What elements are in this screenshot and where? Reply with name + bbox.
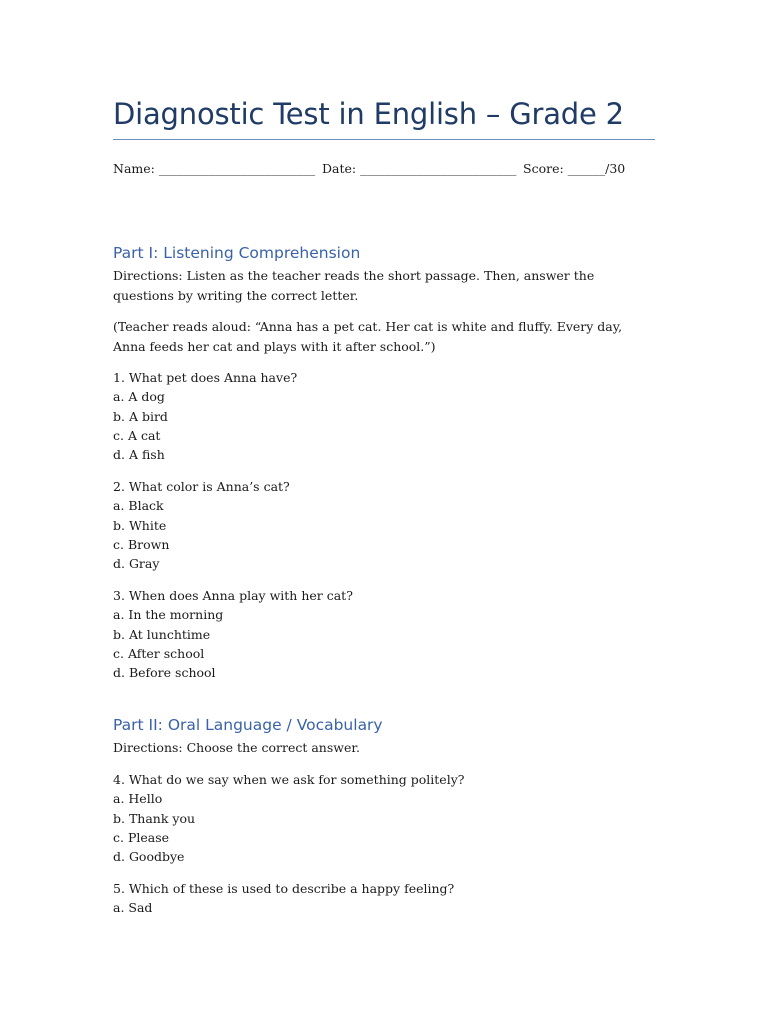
question-3-option-c: c. After school [113,645,205,661]
question-5-option-a: a. Sad [113,900,153,916]
part2-directions: Directions: Choose the correct answer. [113,740,360,755]
title-divider [113,139,655,140]
score-field: Score: ______/30 [523,161,626,176]
question-2-option-d: d. Gray [113,556,160,572]
question-2-option-a: a. Black [113,498,164,514]
part1-heading: Part I: Listening Comprehension [113,244,361,262]
question-3 [113,586,658,682]
question-2-option-b: b. White [113,517,167,533]
question-3-option-b: b. At lunchtime [113,626,211,642]
question-3-option-a: a. In the morning [113,607,224,623]
question-3-text: 3. When does Anna play with her cat? [113,588,353,603]
question-1-option-a: a. A dog [113,389,165,405]
question-1-option-b: b. A bird [113,408,168,424]
question-1-text: 1. What pet does Anna have? [113,370,298,385]
question-4-option-d: d. Goodbye [113,849,185,865]
question-3-option-d: d. Before school [113,665,216,681]
question-4 [113,770,658,866]
question-2 [113,477,658,573]
question-2-text: 2. What color is Anna’s cat? [113,479,290,494]
question-1-option-c: c. A cat [113,427,161,443]
question-4-option-a: a. Hello [113,791,163,807]
question-4-option-b: b. Thank you [113,810,196,826]
question-5 [113,879,658,918]
part2-heading: Part II: Oral Language / Vocabulary [113,716,383,734]
part1-passage: (Teacher reads aloud: “Anna has a pet cat. Her cat is white and fluffy. Every day, Anna feeds her cat and plays with it after school.”) [113,319,623,354]
date-field: Date: _________________________ [322,161,517,176]
question-1 [113,368,658,464]
name-field: Name: _________________________ [113,161,316,176]
question-5-text: 5. Which of these is used to describe a happy feeling? [113,881,455,896]
question-4-text: 4. What do we say when we ask for something politely? [113,772,465,787]
part1-directions: Directions: Listen as the teacher reads the short passage. Then, answer the questions by writing the correct letter. [113,268,595,303]
question-1-option-d: d. A fish [113,447,165,463]
student-info-line [113,160,673,178]
question-2-option-c: c. Brown [113,536,170,552]
document-title: Diagnostic Test in English – Grade 2 [113,97,624,131]
question-4-option-c: c. Please [113,829,170,845]
